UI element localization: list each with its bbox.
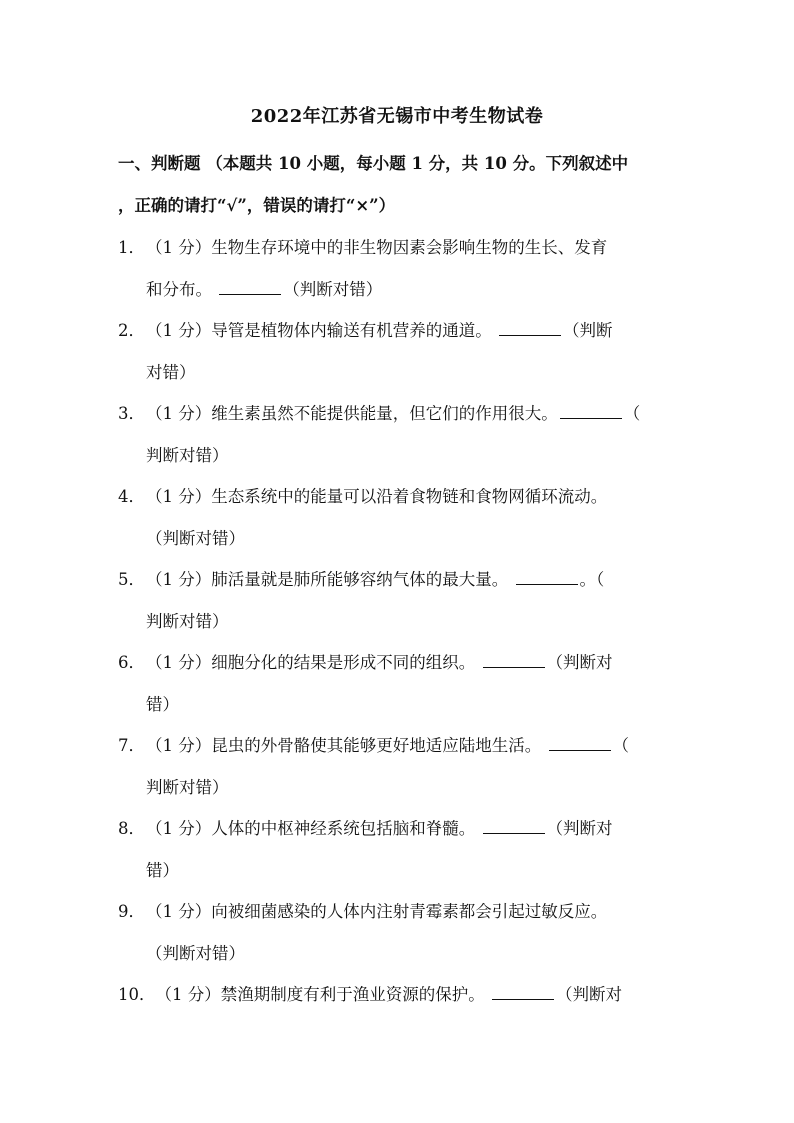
- question-number: 5．: [118, 570, 145, 589]
- question-8-hint: （判断对: [546, 819, 613, 838]
- question-7-row-1: [118, 725, 678, 767]
- question-7-row-2: 判断对错）: [146, 777, 229, 797]
- answer-blank[interactable]: [492, 985, 554, 1000]
- question-2: [118, 310, 678, 393]
- question-3-row-2: 判断对错）: [146, 445, 229, 465]
- question-9: [118, 891, 678, 974]
- question-number: 3．: [118, 404, 145, 423]
- section-heading-line-2: ，正确的请打“√”，错误的请打“×”）: [118, 196, 396, 215]
- answer-blank[interactable]: [483, 653, 545, 668]
- question-1: [118, 227, 678, 310]
- question-1-row-1: [118, 227, 678, 269]
- question-9-text: （1 分）向被细菌感染的人体内注射青霉素都会引起过敏反应。: [146, 902, 608, 921]
- question-2-row-1: [118, 310, 678, 352]
- question-5-text: （1 分）肺活量就是肺所能够容纳气体的最大量。: [146, 570, 509, 589]
- question-number: 7．: [118, 736, 145, 755]
- answer-blank[interactable]: [219, 280, 281, 295]
- question-4: [118, 476, 678, 559]
- question-number: 1．: [118, 238, 145, 257]
- question-8-text: （1 分）人体的中枢神经系统包括脑和脊髓。: [146, 819, 476, 838]
- question-5: [118, 559, 678, 642]
- question-number: 10．: [118, 985, 156, 1004]
- question-number: 6．: [118, 653, 145, 672]
- question-6-text: （1 分）细胞分化的结果是形成不同的组织。: [146, 653, 476, 672]
- question-4-row-2: （判断对错）: [146, 528, 245, 548]
- question-2-row-2: 对错）: [146, 362, 196, 382]
- answer-blank[interactable]: [560, 404, 622, 419]
- question-8-row-1: [118, 808, 678, 850]
- section-heading: [118, 143, 678, 227]
- question-10: [118, 974, 678, 1016]
- question-7-hint: （: [612, 736, 629, 755]
- question-8-row-2: 错）: [146, 860, 179, 880]
- question-6-row-1: [118, 642, 678, 684]
- question-number: 9．: [118, 902, 145, 921]
- question-5-hint: 。（: [579, 570, 605, 589]
- question-7: [118, 725, 678, 808]
- question-8: [118, 808, 678, 891]
- question-6-hint: （判断对: [546, 653, 613, 672]
- question-9-row-1: [118, 891, 678, 933]
- question-4-text: （1 分）生态系统中的能量可以沿着食物链和食物网循环流动。: [146, 487, 608, 506]
- question-list: [118, 227, 678, 1016]
- answer-blank[interactable]: [483, 819, 545, 834]
- answer-blank[interactable]: [549, 736, 611, 751]
- question-number: 8．: [118, 819, 145, 838]
- question-number: 4．: [118, 487, 145, 506]
- question-3-text: （1 分）维生素虽然不能提供能量，但它们的作用很大。: [146, 404, 558, 423]
- question-2-text: （1 分）导管是植物体内输送有机营养的通道。: [146, 321, 492, 340]
- question-10-text: （1 分）禁渔期制度有利于渔业资源的保护。: [155, 985, 485, 1004]
- question-4-row-1: [118, 476, 678, 518]
- question-1-text-cont: 和分布。: [146, 279, 212, 299]
- question-3-hint: （: [623, 404, 641, 423]
- question-10-hint: （判断对: [556, 985, 622, 1004]
- question-6: [118, 642, 678, 725]
- question-9-row-2: （判断对错）: [146, 943, 245, 963]
- answer-blank[interactable]: [516, 570, 578, 585]
- question-2-hint: （判断: [563, 321, 613, 340]
- question-1-text: （1 分）生物生存环境中的非生物因素会影响生物的生长、发育: [146, 238, 608, 257]
- question-10-row-1: [118, 974, 678, 1016]
- question-7-text: （1 分）昆虫的外骨骼使其能够更好地适应陆地生活。: [146, 736, 542, 755]
- section-heading-line-1: 一、判断题 （本题共 10 小题，每小题 1 分，共 10 分。下列叙述中: [118, 154, 629, 173]
- question-3-row-1: [118, 393, 678, 435]
- page-title: 2022年江苏省无锡市中考生物试卷: [250, 106, 544, 127]
- question-1-hint: （判断对错）: [283, 279, 383, 299]
- question-1-row-2: [118, 269, 678, 311]
- question-5-row-2: 判断对错）: [146, 611, 229, 631]
- question-6-row-2: 错）: [146, 694, 179, 714]
- question-number: 2．: [118, 321, 145, 340]
- question-5-row-1: [118, 559, 678, 601]
- question-3: [118, 393, 678, 476]
- answer-blank[interactable]: [499, 321, 561, 336]
